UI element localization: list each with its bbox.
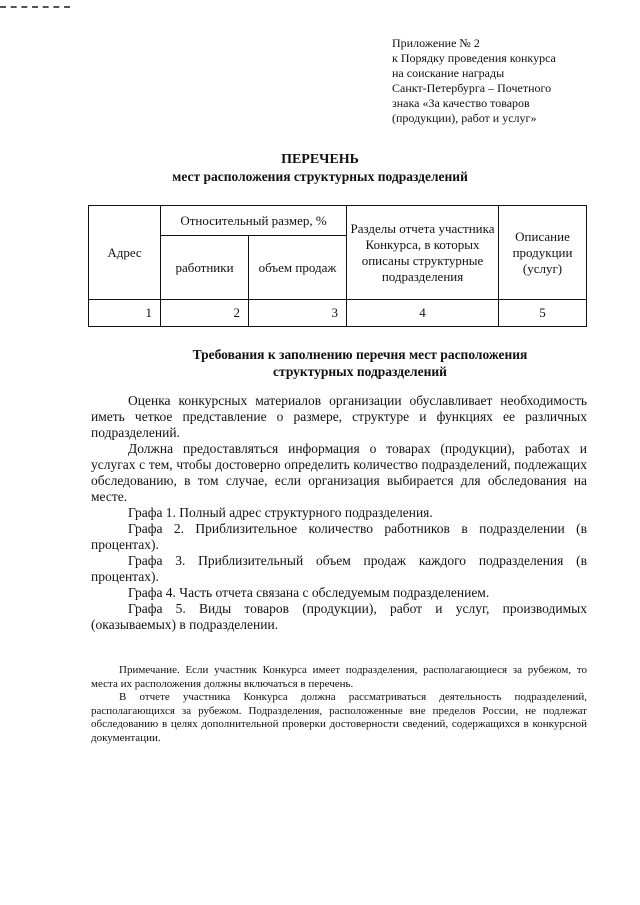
paragraph: Графа 4. Часть отчета связана с обследуемым подразделением.	[128, 585, 490, 600]
table-header-row	[89, 206, 587, 236]
appendix-header	[392, 36, 592, 126]
column-index: 5	[499, 300, 587, 327]
requirements-title-line: структурных подразделений	[273, 364, 447, 379]
requirements-title-line: Требования к заполнению перечня мест расположения	[192, 347, 528, 362]
column-index: 4	[347, 300, 499, 327]
appendix-line: на соискание награды	[392, 66, 505, 80]
scan-edge-mark	[0, 6, 70, 8]
header-products: Описание продукции (услуг)	[499, 206, 587, 300]
column-index: 2	[161, 300, 249, 327]
appendix-line: к Порядку проведения конкурса	[392, 51, 556, 65]
paragraph: Оценка конкурсных материалов организации обуславливает необходимость иметь четкое представление о размере, структуре и функциях ее различных подразделений.	[91, 393, 587, 440]
paragraph: Графа 3. Приблизительный объем продаж каждого подразделения (в процентах).	[91, 553, 587, 584]
column-index: 3	[249, 300, 347, 327]
note-paragraph: Примечание. Если участник Конкурса имеет подразделения, располагающиеся за рубежом, то места их расположения должны включаться в перечень.	[91, 664, 587, 690]
paragraph: Графа 1. Полный адрес структурного подразделения.	[128, 505, 433, 520]
locations-table	[88, 205, 587, 327]
note-paragraph: В отчете участника Конкурса должна рассматриваться деятельность подразделений, располагающихся за рубежом. Подразделения, расположенные вне пределов России, не подлежат обследованию в целях дополнительной проверки достоверности сведений, содержащихся в конкурсной документации.	[91, 691, 587, 744]
paragraph: Должна предоставляться информация о товарах (продукции), работах и услугах с тем, чтобы достоверно определить количество подразделений, подлежащих обследованию, в том случае, если организация выбирается для обследования на месте.	[91, 441, 587, 504]
appendix-line: Приложение № 2	[392, 36, 480, 50]
document-title	[0, 151, 640, 185]
paragraph: Графа 5. Виды товаров (продукции), работ и услуг, производимых (оказываемых) в подразделении.	[91, 601, 587, 632]
appendix-line: знака «За качество товаров	[392, 96, 530, 110]
header-sales: объем продаж	[249, 236, 347, 300]
note-section	[91, 664, 587, 745]
header-address: Адрес	[89, 206, 161, 300]
header-report-sections: Разделы отчета участника Конкурса, в которых описаны структурные подразделения	[347, 206, 499, 300]
appendix-line: (продукции), работ и услуг»	[392, 111, 537, 125]
requirements-body	[91, 393, 587, 633]
paragraph: Графа 2. Приблизительное количество работников в подразделении (в процентах).	[91, 521, 587, 552]
appendix-line: Санкт-Петербурга – Почетного	[392, 81, 552, 95]
requirements-title	[0, 346, 640, 380]
header-relative-size: Относительный размер, %	[161, 206, 347, 236]
title-main: ПЕРЕЧЕНЬ	[281, 152, 359, 167]
title-subtitle: мест расположения структурных подразделений	[172, 169, 468, 184]
column-index: 1	[89, 300, 161, 327]
table-row	[89, 300, 587, 327]
header-workers: работники	[161, 236, 249, 300]
